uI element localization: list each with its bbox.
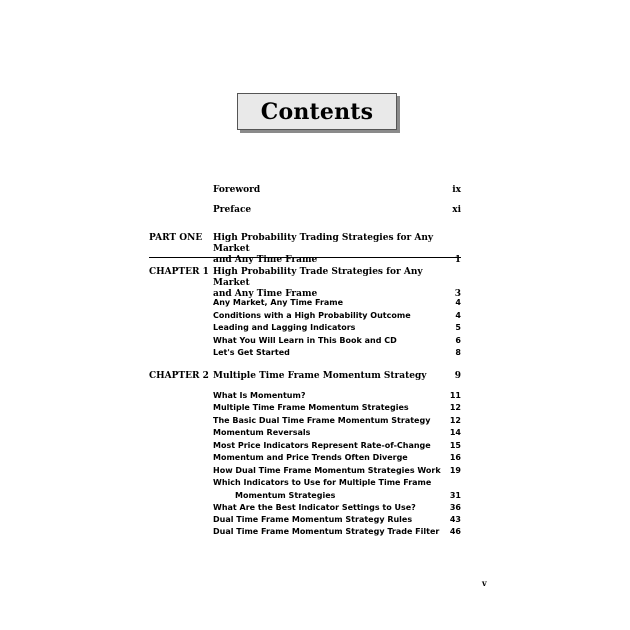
toc-entry[interactable] [213,402,461,415]
toc-entry-label: Foreword [213,185,261,195]
toc-entry-page: 14 [449,428,461,437]
toc-entry-label-continued: Momentum Strategies [235,490,336,500]
toc-entry-page: 15 [449,441,461,450]
toc-entry-label: Dual Time Frame Momentum Strategy Rules [213,515,413,524]
part-one-title-line2: and Any Time Frame [213,255,318,265]
toc-entry-label: The Basic Dual Time Frame Momentum Strategy [213,416,431,425]
toc-entry-page: 43 [449,515,461,524]
page-title: Contents [260,98,374,125]
toc-entry-page: 46 [449,527,461,536]
chapter-1-heading[interactable] [213,267,461,300]
part-one-heading[interactable] [213,233,461,266]
toc-entry-label: How Dual Time Frame Momentum Strategies Work [213,466,441,475]
toc-entry-foreword[interactable] [213,185,461,195]
toc-entry-page: 12 [449,403,461,412]
toc-entry-label: Most Price Indicators Represent Rate-of-Change [213,441,431,450]
chapter-2-label: CHAPTER 2 [149,371,209,381]
chapter-1-title-line2: and Any Time Frame [213,289,318,299]
chapter-1-label: CHAPTER 1 [149,267,209,277]
toc-entry[interactable] [213,477,461,502]
toc-entry[interactable] [213,526,461,539]
chapter-1-title-line1: High Probability Trade Strategies for Any Market [213,267,423,288]
toc-entry[interactable] [213,415,461,428]
toc-entry-page: 12 [449,416,461,425]
toc-entry-page: 4 [455,311,461,320]
toc-entry[interactable] [213,465,461,478]
toc-entry[interactable] [213,297,461,310]
toc-entry-page: 16 [449,453,461,462]
toc-entry-label: Multiple Time Frame Momentum Strategies [213,403,409,412]
page-number: v [482,578,487,588]
toc-entry-preface[interactable] [213,205,461,215]
toc-entry-label: Dual Time Frame Momentum Strategy Trade Filter [213,527,440,536]
toc-entry-label: Leading and Lagging Indicators [213,323,356,332]
part-one-title-line1: High Probability Trading Strategies for Any Market [213,233,434,254]
toc-entry-page: 36 [449,503,461,512]
toc-entry-label: Let's Get Started [213,348,290,357]
toc-entry-page: ix [452,185,461,195]
toc-entry[interactable] [213,322,461,335]
toc-entry-page: 4 [455,298,461,307]
toc-entry-page: 19 [449,466,461,475]
toc-entry[interactable] [213,390,461,403]
toc-entry-page: 31 [449,490,461,500]
chapter-1-page: 3 [454,289,461,299]
toc-entry-label: Momentum and Price Trends Often Diverge [213,453,408,462]
toc-entry-page: 8 [455,348,461,357]
chapter-2-page: 9 [454,371,461,381]
toc-entry[interactable] [213,310,461,323]
part-one-page: 1 [454,255,461,265]
toc-entry-label: What You Will Learn in This Book and CD [213,336,397,345]
toc-entry[interactable] [213,440,461,453]
toc-entry-label: Any Market, Any Time Frame [213,298,344,307]
chapter-2-heading[interactable] [213,371,461,382]
toc-entry-label: Momentum Reversals [213,428,311,437]
toc-entry-page: 6 [455,336,461,345]
toc-entry-page: 5 [455,323,461,332]
toc-entry-page: xi [452,205,461,215]
toc-entry-label: Which Indicators to Use for Multiple Time Frame [213,478,432,487]
part-one-label: PART ONE [149,233,203,243]
part-divider-rule [149,257,461,258]
toc-entry[interactable] [213,335,461,348]
toc-entry-page: 11 [449,391,461,400]
toc-entry-label: Conditions with a High Probability Outcome [213,311,411,320]
toc-entry[interactable] [213,452,461,465]
toc-entry[interactable] [213,347,461,360]
toc-entry-label: What Are the Best Indicator Settings to Use? [213,503,416,512]
toc-entry[interactable] [213,502,461,515]
toc-entry-label: Preface [213,205,252,215]
contents-title-box [237,93,397,130]
toc-entry-label: What Is Momentum? [213,391,306,400]
toc-entry[interactable] [213,514,461,527]
toc-entry[interactable] [213,427,461,440]
chapter-2-title: Multiple Time Frame Momentum Strategy [213,371,427,381]
